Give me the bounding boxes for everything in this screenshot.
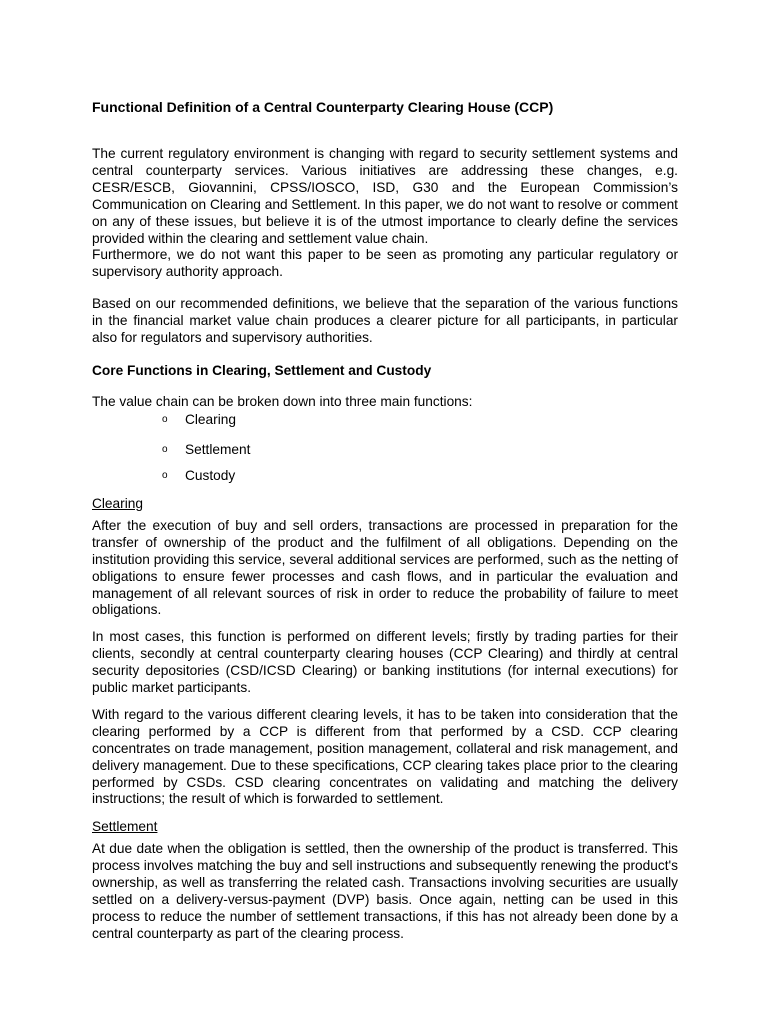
bullet-circle-icon: o — [162, 470, 168, 482]
bullet-circle-icon: o — [162, 444, 168, 456]
document-title: Functional Definition of a Central Counterparty Clearing House (CCP) — [92, 99, 554, 115]
function-label: Custody — [185, 468, 236, 484]
bullet-circle-icon: o — [162, 414, 168, 426]
function-label: Settlement — [185, 442, 251, 458]
clearing-paragraph-1: After the execution of buy and sell orders, transactions are processed in preparation for the transfer of ownership of the product and the fulfilment of all obligations. Depending on the institution providing this service, several additional services are performed, such as the netting of obligations to ensure fewer processes and cash flows, and in particular the evaluation and management of all relevant sources of risk in order to reduce the probability of failure to meet obligations. — [92, 517, 678, 618]
clearing-paragraph-2: In most cases, this function is performed on different levels; firstly by trading parties for their clients, secondly at central counterparty clearing houses (CCP Clearing) and thirdly at central security depositories (CSD/ICSD Clearing) or banking institutions (for internal executions) for public market participants. — [92, 629, 678, 696]
list-item — [92, 463, 678, 489]
core-functions-heading: Core Functions in Clearing, Settlement and Custody — [92, 362, 432, 378]
function-label: Clearing — [185, 412, 236, 428]
clearing-paragraph-3: With regard to the various different clearing levels, it has to be taken into consideration that the clearing performed by a CCP is different from that performed by a CSD. CCP clearing concentrates on trade management, position management, collateral and risk management, and delivery management. Due to these specifications, CCP clearing takes place prior to the clearing performed by CSDs. CSD clearing concentrates on validating and matching the delivery instructions; the result of which is forwarded to settlement. — [92, 706, 678, 807]
settlement-paragraph-1: At due date when the obligation is settled, then the ownership of the product is transferred. This process involves matching the buy and sell instructions and subsequently renewing the product's ownership, as well as transferring the related cash. Transactions involving securities are usually settled on a delivery-versus-payment (DVP) basis. Once again, netting can be used in this process to reduce the number of settlement transactions, if this has not already been done by a central counterparty as part of the clearing process. — [92, 841, 678, 941]
clearing-heading: Clearing — [92, 495, 143, 511]
intro-paragraph-1: The current regulatory environment is changing with regard to security settlement systems and central counterparty services. Various initiatives are addressing these changes, e.g. CESR/ESCB, Giovannini, CPSS/IOSCO, ISD, G30 and the European Commission’s Communication on Clearing and Settlement. In this paper, we do not want to resolve or comment on any of these issues, but believe it is of the utmost importance to clearly define the services provided within the clearing and settlement value chain. — [92, 146, 678, 246]
value-chain-intro: The value chain can be broken down into three main functions: — [92, 393, 473, 409]
functions-list — [92, 411, 678, 489]
intro-paragraph-3: Based on our recommended definitions, we believe that the separation of the various functions in the financial market value chain produces a clearer picture for all participants, in particular also for regulators and supervisory authorities. — [92, 296, 678, 346]
list-item — [92, 411, 678, 429]
list-item — [92, 437, 678, 463]
settlement-heading: Settlement — [92, 819, 158, 835]
intro-paragraph-2: Furthermore, we do not want this paper to be seen as promoting any particular regulatory or supervisory authority approach. — [92, 247, 678, 280]
